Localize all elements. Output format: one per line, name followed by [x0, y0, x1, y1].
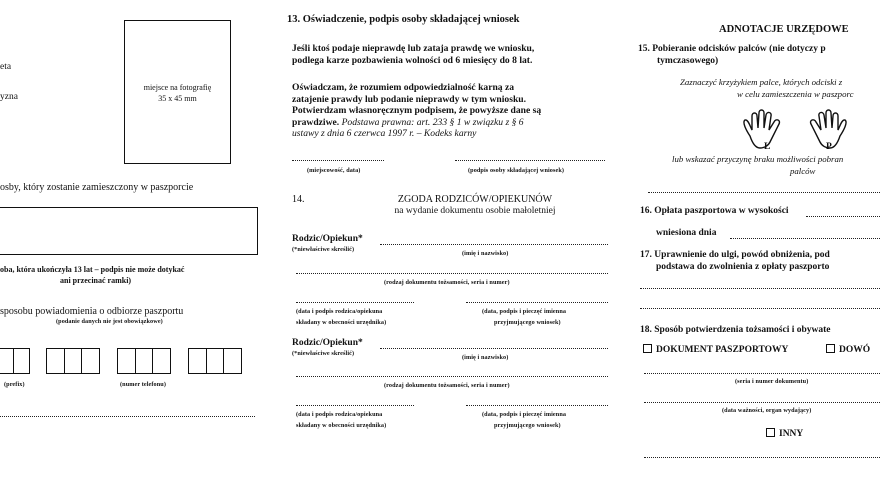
parent2-sig-line2: składany w obecności urzędnika): [296, 422, 387, 429]
parent1-id-dots[interactable]: [296, 273, 608, 274]
official2-sig-line2: przyjmującego wniosek): [494, 422, 561, 429]
photo-placeholder-line1: miejsce na fotografię: [143, 83, 212, 92]
id-card-checkbox[interactable]: [826, 344, 835, 353]
s14-title: ZGODA RODZICÓW/OPIEKUNÓW: [397, 194, 553, 205]
option-passport-label: DOKUMENT PASZPORTOWY: [656, 345, 789, 355]
parent2-id-dots[interactable]: [296, 376, 608, 377]
other-dots[interactable]: [644, 457, 880, 458]
s17-line2: podstawa do zwolnienia z opłaty paszporto: [656, 262, 830, 272]
official2-sig-line1: (data, podpis i pieczęć imienna: [482, 411, 567, 418]
place-date-dots[interactable]: [292, 160, 384, 161]
option-other-label: INNY: [779, 429, 804, 439]
s13-legal-basis: Podstawa prawna: art. 233 § 1 w związku z § 6: [339, 116, 524, 128]
s15-line2: tymczasowego): [657, 56, 719, 66]
official1-sig-line1: (data, podpis i pieczęć imienna: [482, 308, 567, 315]
option-id-card-label: DOWÓ: [839, 345, 871, 355]
s14-number: 14.: [292, 194, 305, 205]
s16-fee-label: 16. Opłata paszportowa w wysokości: [640, 206, 789, 216]
parent2-id-label: (rodzaj dokumentu tożsamości, seria i numer): [384, 382, 510, 389]
official2-signature-dots[interactable]: [466, 405, 608, 406]
validity-dots[interactable]: [644, 402, 880, 403]
applicant-signature-label: (podpis osoby składającej wniosek): [468, 167, 565, 174]
official-annotations-title: ADNOTACJE URZĘDOWE: [719, 24, 849, 35]
phone-digits-1[interactable]: [46, 348, 100, 374]
option-other[interactable]: [766, 428, 803, 439]
signature-note-line1: oba, która ukończyła 13 lat – podpis nie może dotykać: [0, 265, 185, 274]
s15-reason-dots[interactable]: [648, 192, 880, 193]
notification-heading: sposobu powiadomienia o odbiorze paszportu: [0, 306, 184, 317]
sex-female-label: eta: [0, 62, 12, 72]
passport-checkbox[interactable]: [643, 344, 652, 353]
sex-male-label: yzna: [0, 92, 18, 102]
s13-declaration-line2: zatajenie prawdy lub podanie nieprawdy w tym wniosku.: [292, 93, 527, 105]
official1-signature-dots[interactable]: [466, 302, 608, 303]
parent2-sig-line1: (data i podpis rodzica/opiekuna: [296, 411, 383, 418]
prefix-digits[interactable]: [0, 348, 30, 374]
series-number-dots[interactable]: [644, 373, 880, 374]
s13-title: 13. Oświadczenie, podpis osoby składającej wniosek: [287, 14, 520, 25]
s17-dots-2[interactable]: [640, 308, 880, 309]
s15-reason-line2: palców: [790, 166, 816, 176]
notification-note: (podanie danych nie jest obowiązkowe): [56, 318, 163, 325]
prefix-label: (prefix): [4, 381, 25, 388]
phone-digits-3[interactable]: [188, 348, 242, 374]
s15-line1: 15. Pobieranie odcisków palców (nie dotyczy p: [638, 44, 826, 54]
s16-paid-dots[interactable]: [730, 238, 880, 239]
s16-paid-label: wniesiona dnia: [656, 228, 717, 238]
hand-right-label: P: [826, 142, 832, 152]
s15-note-line1: Zaznaczyć krzyżykiem palce, których odciski z: [680, 77, 843, 87]
s13-declaration: [292, 82, 612, 140]
parent1-name-dots[interactable]: [380, 244, 608, 245]
s16-fee-dots[interactable]: [806, 216, 880, 217]
parent2-name-dots[interactable]: [380, 348, 608, 349]
s13-warning-line2: podlega karze pozbawienia wolności od 6 miesięcy do 8 lat.: [292, 54, 533, 66]
applicant-signature-dots[interactable]: [455, 160, 605, 161]
s14-subtitle: na wydanie dokumentu osobie małoletniej: [394, 206, 556, 216]
option-id-card[interactable]: [826, 344, 870, 355]
s13-legal-basis-line2: ustawy z dnia 6 czerwca 1997 r. – Kodeks karny: [292, 128, 477, 139]
s13-declaration-line1: Oświadczam, że rozumiem odpowiedzialność karną za: [292, 82, 515, 93]
hand-left-label: L: [764, 142, 771, 152]
option-passport[interactable]: [643, 344, 788, 355]
photo-placeholder-line2: 35 x 45 mm: [158, 94, 197, 103]
series-number-label: (seria i numer dokumentu): [735, 378, 809, 385]
parent1-label: Rodzic/Opiekun*: [292, 234, 363, 244]
signature-frame[interactable]: [0, 207, 258, 255]
left-hand-icon: [744, 110, 780, 148]
validity-label: (data ważności, organ wydający): [722, 407, 812, 414]
s17-line1: 17. Uprawnienie do ulgi, powód obniżenia, pod: [640, 250, 830, 260]
s15-note-line2: w celu zamieszczenia w paszporc: [737, 89, 854, 99]
s13-warning-line1: Jeśli ktoś podaje nieprawdę lub zataja prawdę we wniosku,: [292, 43, 535, 54]
parent1-note: (*niewłaściwe skreślić): [292, 246, 355, 253]
s13-warning: [292, 43, 612, 66]
official1-sig-line2: przyjmującego wniosek): [494, 319, 561, 326]
parent2-name-label: (imię i nazwisko): [462, 354, 509, 361]
s13-declaration-line4-bold: prawdziwe.: [292, 116, 340, 128]
hands-fingerprint-diagram[interactable]: [740, 108, 860, 154]
bottom-dotted-line: [0, 416, 255, 417]
signature-note-line2: ani przecinać ramki): [60, 276, 132, 285]
s18-line1: 18. Sposób potwierdzenia tożsamości i obywate: [640, 325, 831, 335]
other-checkbox[interactable]: [766, 428, 775, 437]
parent1-sig-line2: składany w obecności urzędnika): [296, 319, 387, 326]
photo-box: [124, 20, 231, 164]
parent2-note: (*niewłaściwe skreślić): [292, 350, 355, 357]
phone-label: (numer telefonu): [120, 381, 166, 388]
s17-dots-1[interactable]: [640, 288, 880, 289]
phone-digits-2[interactable]: [117, 348, 171, 374]
parent2-label: Rodzic/Opiekun*: [292, 338, 363, 348]
parent1-sig-line1: (data i podpis rodzica/opiekuna: [296, 308, 383, 315]
parent1-name-label: (imię i nazwisko): [462, 250, 509, 257]
parent2-signature-dots[interactable]: [296, 405, 414, 406]
s13-declaration-line3: Potwierdzam własnoręcznym podpisem, że powyższe dane są: [292, 105, 542, 116]
name-section-label: osby, który zostanie zamieszczony w paszporcie: [0, 182, 194, 193]
parent1-signature-dots[interactable]: [296, 302, 414, 303]
s15-reason-line1: lub wskazać przyczynę braku możliwości pobran: [672, 154, 844, 164]
place-date-label: (miejscowość, data): [307, 167, 361, 174]
parent1-id-label: (rodzaj dokumentu tożsamości, seria i numer): [384, 279, 510, 286]
